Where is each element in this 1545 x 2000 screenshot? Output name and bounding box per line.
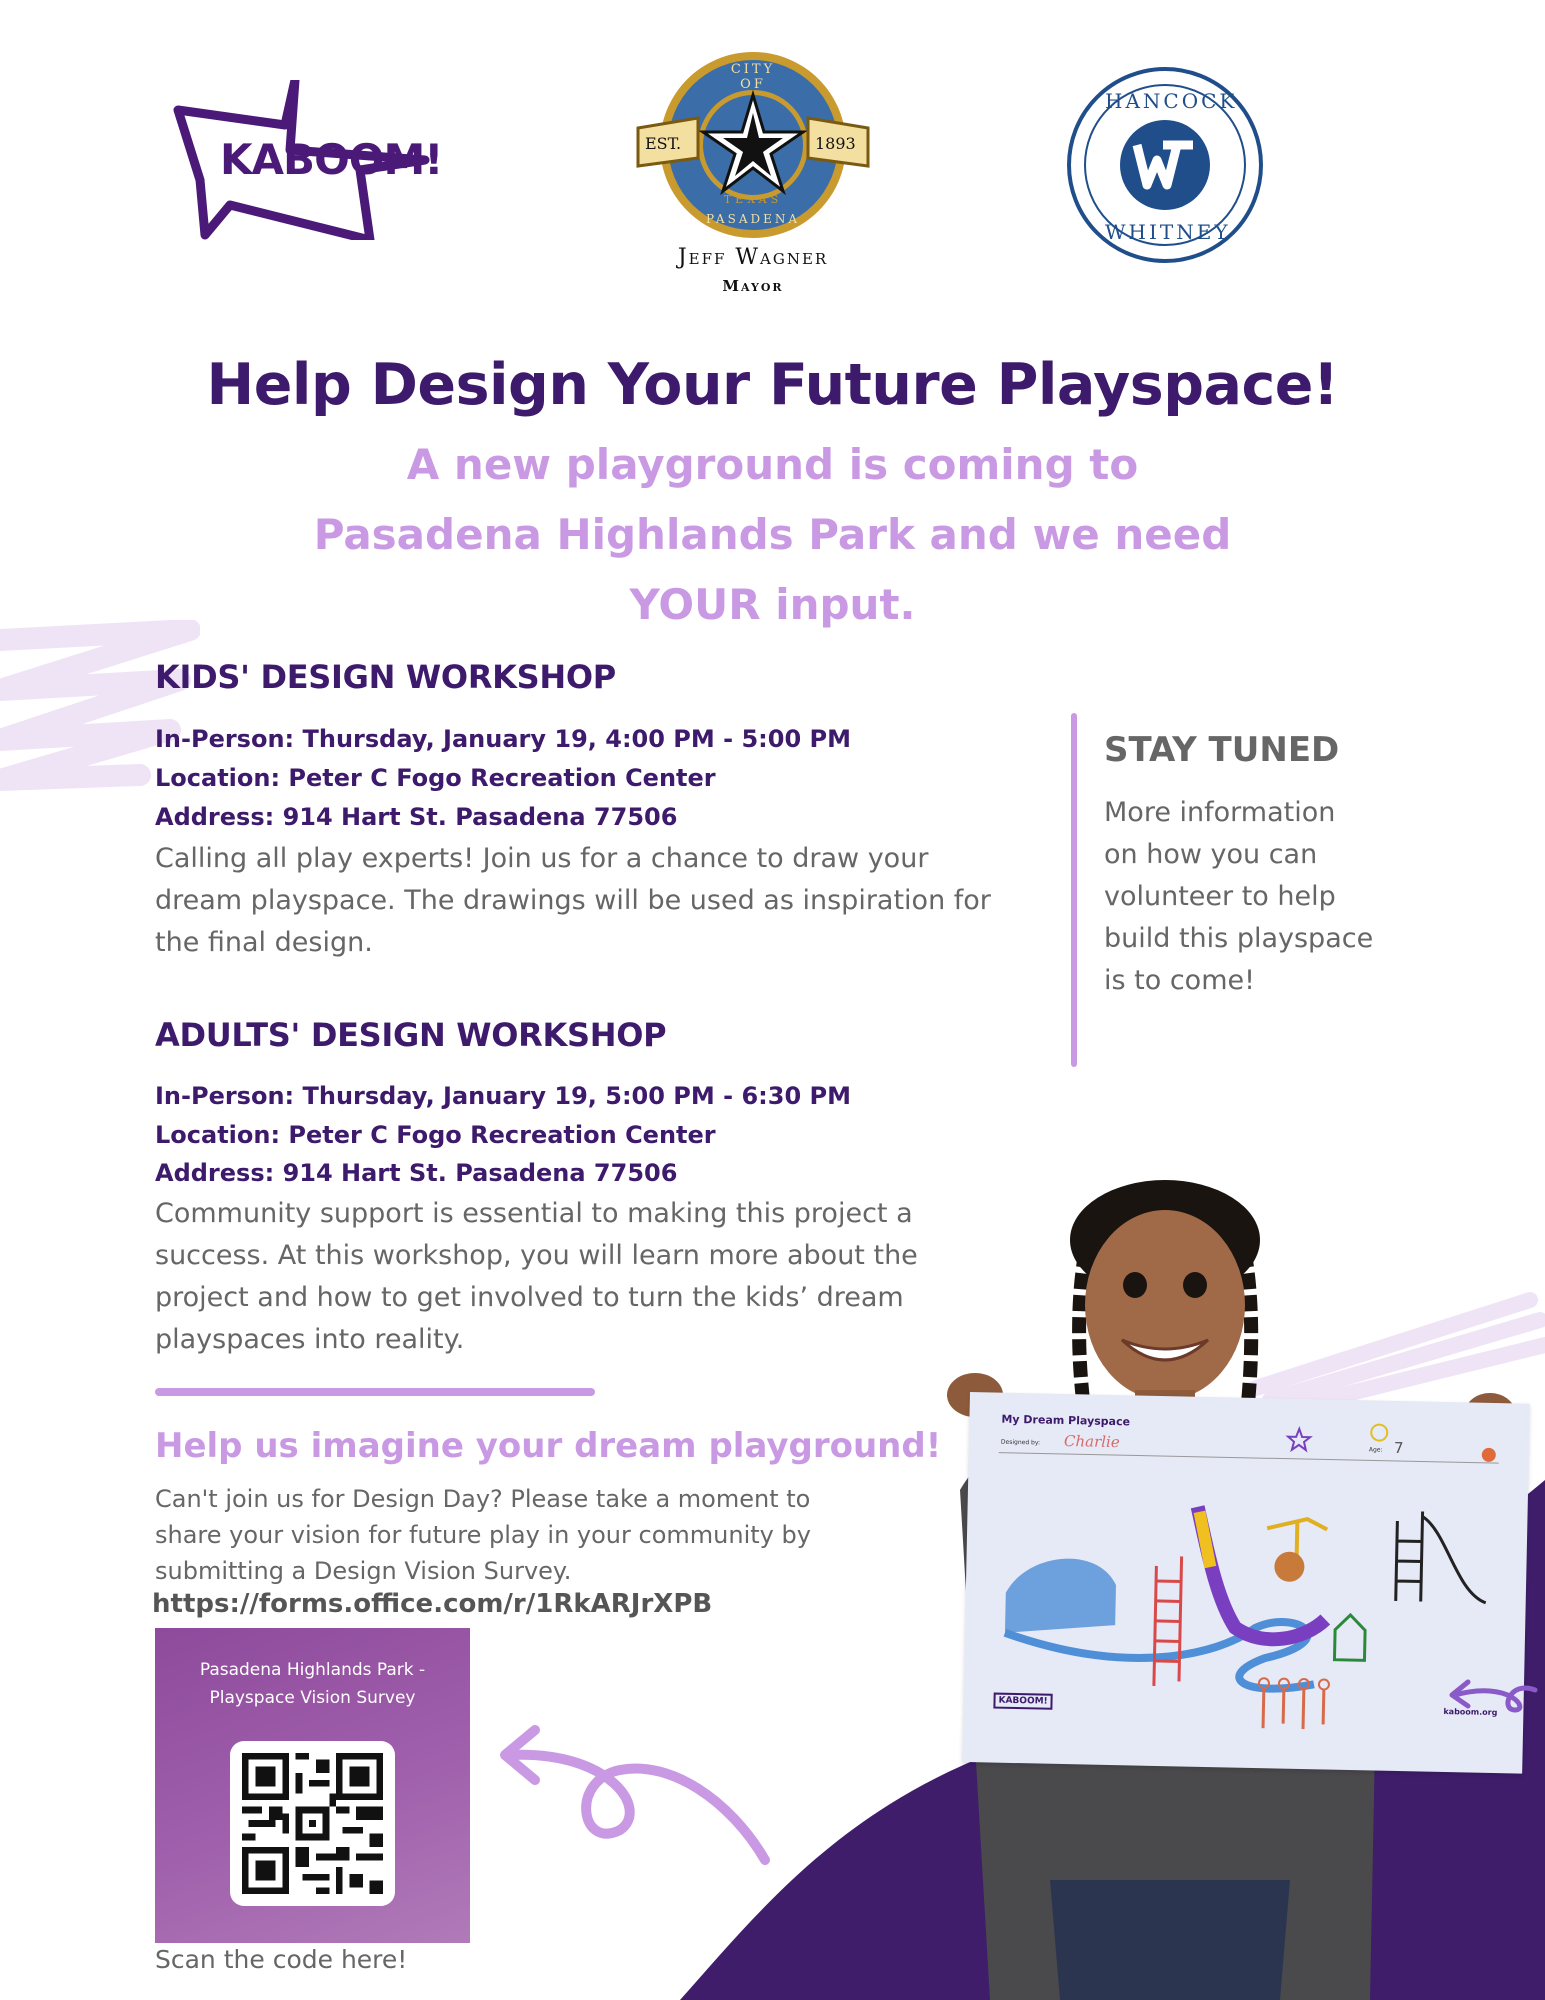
survey-link[interactable]: https://forms.office.com/r/1RkARJrXPB <box>152 1589 713 1619</box>
qr-card-title: Pasadena Highlands Park - Playspace Vision Survey <box>199 1660 426 1708</box>
drawing-kaboom-mark: KABOOM! <box>993 1693 1052 1710</box>
qr-code-icon <box>242 1753 383 1894</box>
kids-workshop-time: In-Person: Thursday, January 19, 4:00 PM - 5:00 PM <box>155 725 851 753</box>
seal-text-year: 1893 <box>815 134 856 153</box>
hancock-whitney-logo <box>1065 65 1265 265</box>
kids-workshop-heading: KIDS' DESIGN WORKSHOP <box>155 658 616 696</box>
hancock-text: HANCOCK <box>1105 89 1238 113</box>
kids-workshop-location: Location: Peter C Fogo Recreation Center <box>155 764 716 792</box>
page-title: Help Design Your Future Playspace! <box>206 352 1339 418</box>
city-seal-logo <box>628 48 878 243</box>
drawing-age-value: 7 <box>1393 1438 1404 1458</box>
seal-text-est: EST. <box>645 134 682 153</box>
seal-text-texas: TEXAS <box>723 193 783 206</box>
kaboom-wordmark: KABOOM! <box>220 135 443 184</box>
scan-code-label: Scan the code here! <box>155 1945 408 1974</box>
adults-workshop-time: In-Person: Thursday, January 19, 5:00 PM - 6:30 PM <box>155 1082 851 1110</box>
kaboom-logo <box>170 80 470 240</box>
stay-tuned-text: More information on how you can volunteer to help build this playspace is to come! <box>1104 797 1374 996</box>
child-with-drawing-photo <box>900 1160 1545 2000</box>
swirl-arrow-icon <box>1440 1670 1540 1730</box>
adults-workshop-location: Location: Peter C Fogo Recreation Center <box>155 1121 716 1149</box>
qr-code-background <box>230 1741 395 1906</box>
adults-workshop-description: Community support is essential to making this project a success. At this workshop, you will learn more about the project and how to get involved to turn the kids’ dream playspaces into reality. <box>155 1198 918 1355</box>
page-subtitle: A new playground is coming to Pasadena Highlands Park and we need YOUR input. <box>313 440 1232 629</box>
stay-tuned-heading: STAY TUNED <box>1104 730 1340 770</box>
adults-workshop-address: Address: 914 Hart St. Pasadena 77506 <box>155 1159 678 1187</box>
drawing-site: kaboom.org <box>1443 1706 1498 1718</box>
whitney-text: WHITNEY <box>1105 220 1231 244</box>
seal-text-city-of: CITY OF <box>730 62 776 92</box>
sidebar-divider <box>1071 713 1077 1067</box>
drawing-designed-by-label: Designed by: <box>1000 1438 1041 1447</box>
mayor-title: Mayor <box>722 277 784 295</box>
drawing-designer-name: Charlie <box>1063 1431 1120 1452</box>
kids-workshop-address: Address: 914 Hart St. Pasadena 77506 <box>155 803 678 831</box>
survey-divider <box>155 1388 595 1396</box>
survey-qr-card[interactable] <box>155 1628 470 1943</box>
kids-workshop-description: Calling all play experts! Join us for a chance to draw your dream playspace. The drawings will be used as inspiration for the final design. <box>155 843 991 958</box>
survey-description: Can't join us for Design Day? Please take a moment to share your vision for future play in your community by submitting a Design Vision Survey. <box>155 1485 811 1585</box>
survey-heading: Help us imagine your dream playground! <box>155 1426 942 1466</box>
seal-text-pasadena: PASADENA <box>705 212 801 226</box>
mayor-name: Jeff Wagner <box>677 245 829 270</box>
drawing-age-label: Age: <box>1368 1446 1383 1454</box>
drawing-title: My Dream Playspace <box>1001 1412 1131 1429</box>
curly-arrow-icon <box>490 1700 780 1870</box>
adults-workshop-heading: ADULTS' DESIGN WORKSHOP <box>155 1016 667 1054</box>
